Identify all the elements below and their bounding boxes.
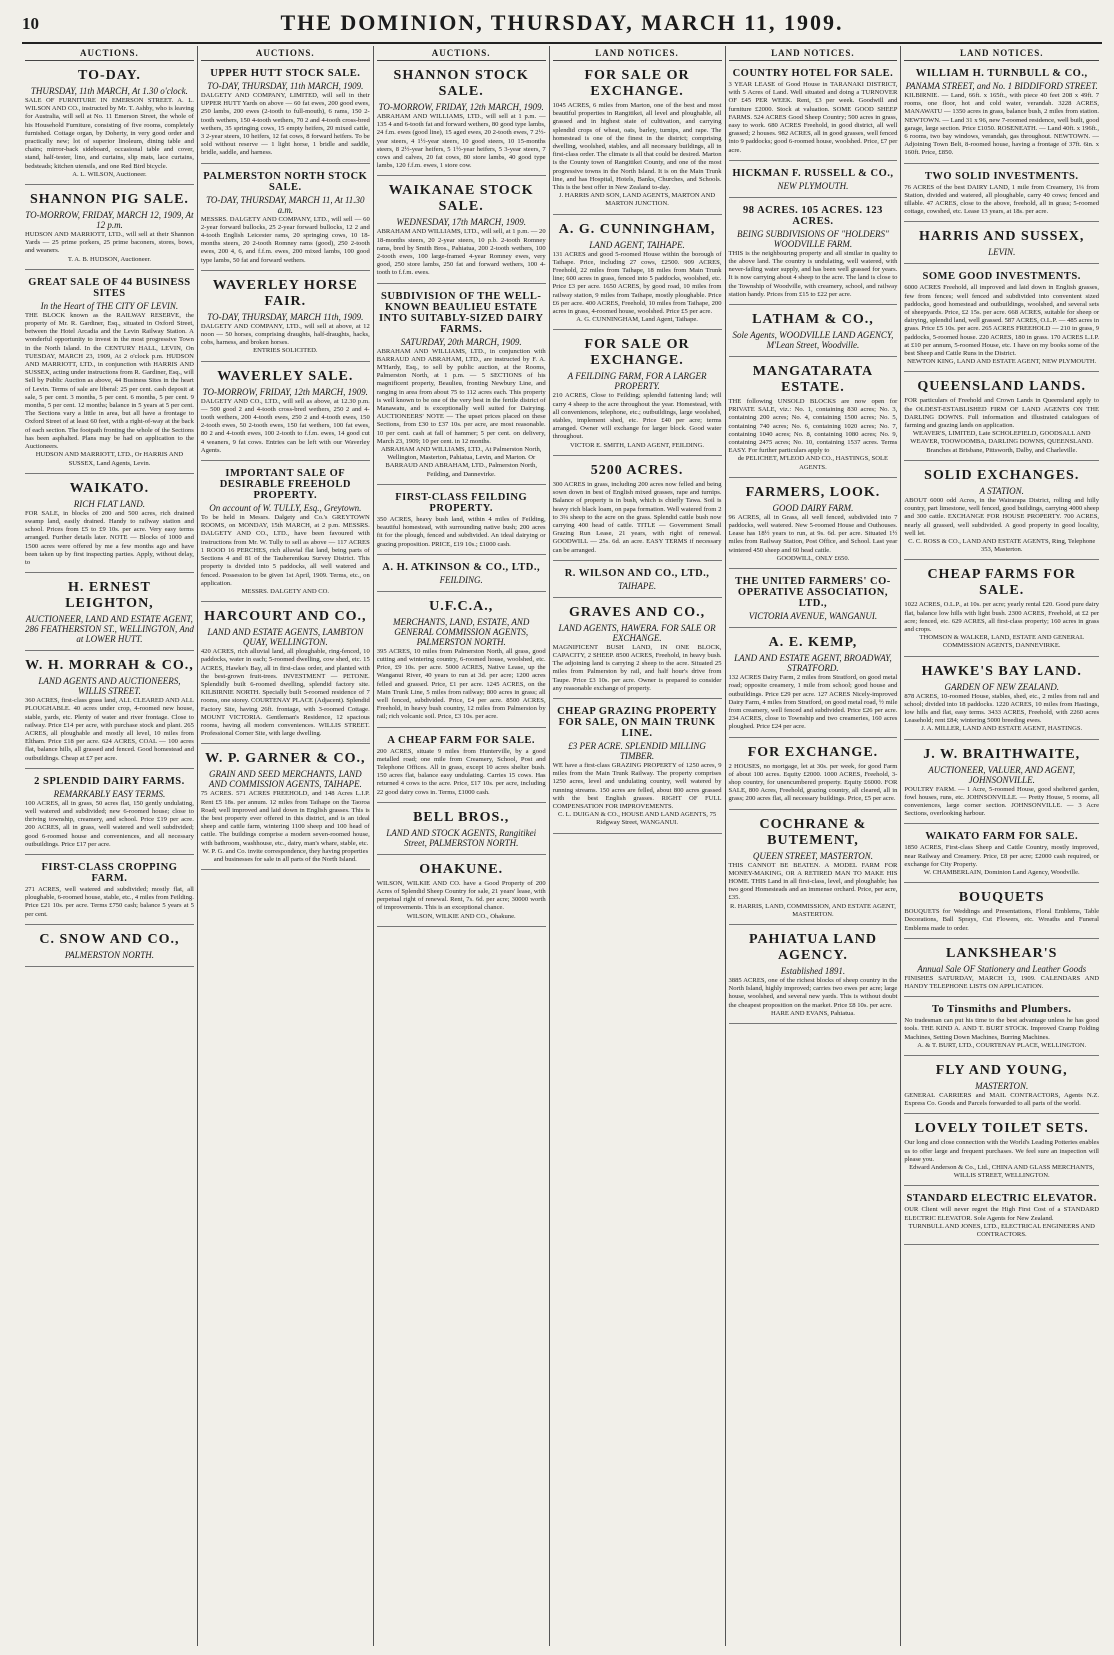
ad-title: A. G. CUNNINGHAM, (558, 221, 716, 237)
advertisement (377, 488, 546, 555)
ad-title: TO-DAY. (77, 68, 141, 83)
ad-title: GRAVES AND CO., (569, 604, 706, 620)
ad-signature: de PELICHET, M'LEOD AND CO., HASTINGS, SOLE AGENTS. (737, 455, 889, 471)
ad-subtitle: Annual Sale OF Stationery and Leather Goods (917, 963, 1087, 974)
ad-title: WAIKANAE STOCK SALE. (388, 183, 534, 215)
ad-body: 75 ACRES. 571 ACRES FREEHOLD, and 148 Acres L.I.P. Rent £5 18s. per annum. 12 miles from Taihape on the Taoroa Road; well improved and laid down in English grasses. This is the best property ever offered in this district, and is an ideal sheep and cattle farm, wintering 1100 sheep and 100 head of cattle. The buildings comprise a modern seven-roomed house, with bathroom, washhouse, etc., dairy, man's whare, stable, etc. (200, 790, 370, 847)
advertisement (377, 64, 546, 176)
ad-body: 200 ACRES, situate 9 miles from Hunterville, by a good metalled road; one mile from Creamery, School, Post and Telephone Offices. All in grass, except 10 acres shelter bush. 150 acres flat, balance easy undulating. Carries 15 cows. Has returned 4 cows to the acre. Price, £17 10s. per acre, including 22 good dairy cows in. Terms, £1000 cash. (376, 747, 546, 796)
advertisement (377, 806, 546, 855)
ad-title: LATHAM & CO., (752, 312, 874, 328)
advertisement (729, 572, 898, 628)
ad-subtitle: LEVIN. (988, 247, 1016, 258)
ad-signature: C. L. DUIGAN & CO., HOUSE AND LAND AGENTS, 75 Ridgway Street, WANGANUI. (557, 811, 717, 827)
ad-title: CHEAP FARMS FOR SALE. (927, 567, 1076, 599)
ad-signature: Edward Anderson & Co., Ltd., CHINA AND GLASS MERCHANTS, WILLIS STREET, WELLINGTON. (909, 1164, 1095, 1180)
ad-title: MANGATARATA ESTATE. (752, 364, 874, 396)
ad-title: FLY AND YOUNG, (935, 1063, 1068, 1078)
advertisement (729, 308, 898, 357)
ad-body: DALGETY AND COMPANY, LIMITED, will sell in their UPPER HUTT Yards on above — 60 fat ewes, 200 good ewes, 250 lambs, 200 ewes (2-tooth to full-mouth), 6 rams, 150 2-tooth wethers, 150 4-tooth wethers, 70 2 and 4-tooth cross-bred wethers, 35 springing cows, 15 empty heifers, 20 mixed cattle, 3 2-year steers, 10 heifers, 12 fat cows, 8 forward heifers. To be sold without reserve — 1 light horse, 1 bridle and saddle, bridle, saddle, and harness. (200, 92, 370, 157)
ad-signature: J. A. MILLER, LAND AND ESTATE AGENT, HASTINGS. (921, 725, 1083, 733)
ad-title: HARCOURT AND CO., (204, 609, 367, 625)
ad-signature: VICTOR E. SMITH, LAND AGENT, FEILDING. (570, 441, 705, 449)
ad-title: STANDARD ELECTRIC ELEVATOR. (906, 1193, 1097, 1205)
column-6 (901, 46, 1102, 1646)
ad-body: OUR Client will never regret the High First Cost of a STANDARD ELECTRIC ELEVATOR. Sole Agents for New Zealand. (904, 1206, 1100, 1222)
advertisement (904, 1117, 1099, 1186)
ad-title: LOVELY TOILET SETS. (914, 1121, 1089, 1137)
ad-body: POULTRY FARM. — 1 Acre, 5-roomed House, good sheltered garden, fowl houses, runs, etc. JOHNSONVILLE. — Pretty House, 5 rooms, all conveniences, large corner section. JOHNSONVILLE. — 3 Acre Sections, overlooking harbour. (904, 785, 1100, 818)
advertisement (729, 813, 898, 925)
ad-title: TWO SOLID INVESTMENTS. (924, 170, 1079, 182)
ad-title: GREAT SALE OF 44 BUSINESS SITES (28, 276, 191, 299)
advertisement (377, 287, 546, 485)
masthead (22, 8, 1102, 44)
advertisement (904, 1000, 1099, 1056)
ad-subtitle: PALMERSTON NORTH. (64, 949, 155, 960)
ad-title: WILLIAM H. TURNBULL & CO., (915, 68, 1088, 79)
advertisement (904, 743, 1099, 825)
ad-subtitle: LAND AND ESTATE AGENTS, LAMBTON QUAY, WELLINGTON. (207, 627, 364, 648)
ad-body: 350 ACRES, heavy bush land, within 4 miles of Feilding, beautiful homestead, with surrounding native bush; 200 acres fit for the plough, fenced and subdivided. An ideal dairying or grazing proposition. PRICE, £19 10s.; £1000 cash. (376, 515, 546, 548)
ad-title: FOR EXCHANGE. (747, 744, 879, 760)
ad-signature: NEWTON KING, LAND AND ESTATE AGENT, NEW PLYMOUTH. (907, 358, 1097, 366)
advertisement (201, 274, 370, 362)
ad-subtitle: TO-DAY, THURSDAY, MARCH 11th, 1909. (207, 311, 364, 322)
ad-signature: GOODWILL, ONLY £650. (776, 554, 850, 562)
ad-subtitle: A STATION. (979, 485, 1024, 496)
ad-subtitle: RICH FLAT LAND. (73, 498, 146, 509)
ad-signature: TURNBULL AND JONES, LTD., ELECTRICAL ENGINEERS AND CONTRACTORS. (908, 1222, 1095, 1239)
ad-subtitle: £3 PER ACRE. SPLENDID MILLING TIMBER. (568, 740, 706, 761)
ad-title: SHANNON PIG SALE. (29, 192, 189, 208)
column-header: AUCTIONS. (201, 46, 370, 61)
ad-title: J. W. BRAITHWAITE, (923, 746, 1081, 762)
advertisement (904, 563, 1099, 656)
ad-body: 132 ACRES Dairy Farm, 2 miles from Stratford, on good metal road; opposite creamery, 1 mile from school; good house and outbuildings. Price £29 per acre. 127 ACRES Nicely-improved Dairy Farm, 4 miles from Stratford, on good metal road, ½ mile from creamery, well fenced and subdivided. Price £26 per acre. 234 ACRES, close to Township and two creameries, 160 acres ploughed. Price £24 per acre. (728, 674, 898, 731)
ad-title: PALMERSTON NORTH STOCK SALE. (203, 170, 368, 193)
ad-signature: A. G. CUNNINGHAM, Land Agent, Taihape. (576, 316, 698, 324)
ad-title: A. H. ATKINSON & CO., LTD., (382, 561, 541, 573)
ad-signature: W. CHAMBERLAIN, Dominion Land Agency, Woodville. (923, 868, 1080, 876)
ad-signature: WILSON, WILKIE AND CO., Ohakune. (406, 912, 516, 920)
ad-body: No tradesman can put his time to the best advantage unless he has good tools. THE KIND A. AND T. BURT STOCK. Improved Cramp Folding Machines, Setting Down Machines, Burring Machines. (904, 1017, 1100, 1041)
ad-body: THIS is the neighbouring property and all similar in quality to the above land. The country is undulating, well watered, with never-failing water supply, and has been well grassed for years. It is now carrying about 4 sheep to the acre. The land is close to the Township of Woodville, with creamery, school, and railway station handy. Prices from £15 to £22 per acre. (728, 249, 898, 298)
ad-title: 98 ACRES. 105 ACRES. 123 ACRES. (743, 204, 883, 227)
ad-signature: R. HARRIS, LAND, COMMISSION, AND ESTATE AGENT, MASTERTON. (730, 902, 896, 918)
ad-body: 6000 ACRES Freehold, all improved and laid down in English grasses, few from fences; well fenced and subdivided into convenient sized paddocks, good homestead and outbuildings, woolshed, and several sets of sheepyards. Price, £2 15s. per acre. 668 ACRES, suitable for sheep or dairying, splendid land, well grassed. 587 ACRES, O.L.P. — 485 acres in grass. Price £5 10s. per acre. 265 ACRES FREEHOLD — 210 in grass, 9 paddocks, 5-roomed house. 220 ACRES, 180 in grass. 170 ACRES L.I.P. at £10 per annum, 5-roomed House, etc. I have on my books some of the best Sheep and Cattle Runs in the District. (904, 284, 1100, 358)
ad-title: IMPORTANT SALE OF DESIRABLE FREEHOLD PROPERTY. (219, 468, 351, 502)
column-4 (550, 46, 726, 1646)
advertisement (553, 564, 722, 598)
advertisement (904, 464, 1099, 560)
ad-subtitle: On account of W. TULLY, Esq., Greytown. (209, 503, 362, 514)
ad-title: CHEAP GRAZING PROPERTY FOR SALE, ON MAIN TRUNK LINE. (557, 705, 718, 739)
advertisement (553, 218, 722, 331)
advertisement (904, 1059, 1099, 1114)
ad-body: DALGETY AND COMPANY, LTD., will sell at above, at 12 noon — 50 horses, comprising draughts, half-draughts, hacks, cobs, harness, and broken horses. (200, 322, 370, 347)
ad-title: H. ERNEST LEIGHTON, (65, 580, 154, 612)
ad-subtitle: TO-DAY, THURSDAY, MARCH 11, At 11.30 a.m. (206, 194, 365, 215)
advertisement (729, 741, 898, 810)
advertisement (25, 273, 194, 474)
advertisement (729, 201, 898, 305)
ad-title: BELL BROS., (413, 809, 510, 825)
ad-title: SOLID EXCHANGES. (924, 467, 1080, 483)
ad-subtitle: REMARKABLY EASY TERMS. (53, 788, 166, 799)
ad-subtitle: Sole Agents, WOODVILLE LAND AGENCY, M'Lean Street, Woodville. (732, 330, 894, 351)
ad-subtitle: LAND AND ESTATE AGENT, BROADWAY, STRATFORD. (734, 653, 892, 674)
ad-title: SOME GOOD INVESTMENTS. (922, 271, 1081, 283)
ad-body: 1022 ACRES, O.L.P., at 10s. per acre; yearly rental £20. Good pure dairy flat, balance low hills with light bush. 2300 ACRES, Freehold, at £2 per acre; fenced, etc. 629 ACRES, all first-class property; 160 acres in grass and crops. (904, 601, 1100, 633)
ad-subtitle: GOOD DAIRY FARM. (772, 502, 854, 513)
ad-subtitle: Established 1891. (780, 965, 846, 976)
ad-title: COUNTRY HOTEL FOR SALE. (732, 68, 894, 79)
ad-title: OHAKUNE. (419, 861, 504, 877)
ad-title: QUEENSLAND LANDS. (917, 379, 1087, 395)
ad-body: 395 ACRES, 10 miles from Palmerston North, all grass, good cutting and wintering country, 6-roomed house, woolshed, etc. Price, £9 10s. per acre. 5000 ACRES, Native Lease, up the Wanganui River, 40 years to run at 3d. per acre; 1200 acres felled and grassed. Price, £1 per acre. 1245 ACRES, on the Main Trunk Line, 5 miles from railway; 800 acres in grass; all well fenced, subdivided. Price, £4 per acre. 8500 ACRES, Freehold, in heavy bush country, 12 miles from Palmerston by rail; rich volcanic soil. Price, £3 10s. per acre. (376, 647, 546, 721)
advertisement (377, 558, 546, 592)
advertisement (377, 179, 546, 283)
ad-signature: W. P. G. and Co. invite correspondence, they having properties and businesses for sale in all parts of the North Island. (202, 847, 369, 863)
column-header: LAND NOTICES. (553, 46, 722, 61)
ad-title: WAVERLEY HORSE FAIR. (212, 277, 358, 309)
column-2 (198, 46, 374, 1646)
ad-subtitle: GARDEN OF NEW ZEALAND. (944, 681, 1059, 692)
ad-body: FOR SALE, in blocks of 200 and 500 acres, rich drained swamp land, easily drained. Handy to railway station and school. Prices from £5 to £9 10s. per acre. Very easy terms arranged. Further details later. NOTE — Blocks of 1000 and 1500 acres were offered by me a few months ago and have been taken up by first inspecting parties. Apply, without delay, to (25, 509, 194, 566)
ad-body: 1850 ACRES, First-class Sheep and Cattle Country, mostly improved, near Railway and Creamery. Price, £8 per acre; £2000 cash required, or exchange for City Property. (904, 844, 1100, 868)
ad-subtitle: TO-MORROW, FRIDAY, MARCH 12, 1909, At 12 p.m. (25, 210, 194, 231)
ad-title: FIRST-CLASS FEILDING PROPERTY. (395, 491, 528, 514)
column-5 (726, 46, 902, 1646)
ad-subtitle: BEING SUBDIVISIONS OF "HOLDERS" WOODVILLE FARM. (737, 228, 889, 249)
advertisement (201, 464, 370, 602)
ad-subtitle: AUCTIONEER, VALUER, AND AGENT, JOHNSONVILLE. (928, 764, 1076, 785)
ad-body: 360 ACRES, first-class grass land, ALL CLEARED AND ALL PLOUGHABLE. 40 acres under crop, 4-roomed new house, stable, yards, etc. Plenty of water and river frontage. Close to railway. Price £14 per acre, with purchase stock and plant. 265 ACRES, all ploughable and mostly all level, 10 miles from Eltham. Price £18 per acre. 624 ACRES, COAL — 100 acres flat, balance hills, all grassed and fenced. Good homestead and outbuildings. Cheap at £7 per acre. (25, 697, 194, 762)
ad-subtitle: GRAIN AND SEED MERCHANTS, LAND AND COMMISSION AGENTS, TAIHAPE. (208, 769, 362, 790)
ad-body: WILSON, WILKIE AND CO. have a Good Property of 200 Acres of Splendid Sheep Country for sale, 21 years' lease, with perpetual right of renewal. Rent, 7s. 6d. per acre; 30000 worth of improvements. This is an exceptional chance. (376, 879, 546, 912)
ad-subtitle: MERCHANTS, LAND, ESTATE, AND GENERAL COMMISSION AGENTS, PALMERSTON NORTH. (393, 616, 530, 647)
ad-subtitle: SATURDAY, 20th MARCH, 1909. (400, 336, 522, 347)
column-3 (374, 46, 550, 1646)
column-header: LAND NOTICES. (729, 46, 898, 61)
ad-body: ABRAHAM AND WILLIAMS, LTD., in conjunction with BARRAUD AND ABRAHAM, LTD., are instructed by F. A. M'Hardy, Esq., to sell by public auction, at the Rooms, Palmerston North, at 1 p.m. — 5 SECTIONS of his magnificent property, Beaulieu, fronting Newbury Line, and ranging in area from about 75 to 112 acres each. This property is well known to be one of the very best in the fertile district of Manawatu, and is exceptionally well suited for Dairying. AUCTIONEERS' NOTE — The upset prices placed on these Sections, from £30 to £37 10s. per acre, are most reasonable. 10 per cent. cash at fall of hammer; 5 per cent. on delivery, March 23, 1909; 10 per cent. in 12 months. (376, 347, 546, 445)
advertisement (729, 64, 898, 161)
ad-body: 300 ACRES in grass, including 200 acres now felled and being sown down in best of English mixed grasses, rape and turnips. Balance of property is in bush, which is chiefly Tawa. Soil is heavy rich black loam, on papa formation. Well watered from 2 to 3¼ sheep to the acre on the grass. Splendid cattle bush now carrying 400 head of cattle. TITLE — Government Small Grazing Run Lease, 21 years, with right of renewal. GOODWILL — 25s. 6d. an acre. EASY TERMS if necessary can be arranged. (552, 480, 722, 554)
advertisement (904, 64, 1099, 164)
ad-title: FOR SALE OR EXCHANGE. (584, 68, 690, 99)
ad-body: FINISHES SATURDAY, MARCH 13, 1909. CALENDARS AND HANDY TELEPHONE LISTS ON APPLICATION. (904, 974, 1100, 990)
advertisement (201, 64, 370, 164)
ad-body: ABRAHAM AND WILLIAMS, LTD., will sell at 1 p.m. — 135 4 and 6-tooth fat and forward wethers, 80 good type lambs, 24 f.m. ewes (good line), 15 aged ewes, 20 2-tooth ewes, 7 2½-year steers, 4 1½-year steers, 10 good steers, 10 15-months steers, 8 2½-year heifers, 5 1½-year heifers, 5 3-year steers, 7 cows and calves, 20 fat cows, 80 store lambs, 40 good type lambs, 120 f.f.m. ewes, 1 store cow. (376, 113, 546, 170)
advertisement (904, 225, 1099, 264)
ad-title: WAIKATO FARM FOR SALE. (925, 831, 1079, 843)
ad-title: THE UNITED FARMERS' CO-OPERATIVE ASSOCIATION, LTD., (735, 576, 891, 610)
ad-title: W. H. MORRAH & CO., (25, 658, 194, 674)
ad-signature: ENTRIES SOLICITED. (253, 347, 318, 355)
ad-title: LANKSHEAR'S (946, 945, 1058, 961)
advertisement (25, 772, 194, 855)
page-number: 10 (22, 14, 39, 33)
ad-subtitle: A FEILDING FARM, FOR A LARGER PROPERTY. (567, 371, 707, 392)
ad-body: WE have a first-class GRAZING PROPERTY of 1250 acres, 9 miles from the Main Trunk Railway. The property comprises 1250 acres, level and undulating country, well watered by running streams. 150 acres are felled, about 800 acres grassed with the best English grasses. RIGHT OF FULL COMPENSATION FOR IMPROVEMENTS. (552, 761, 722, 810)
ad-subtitle: TO-MORROW, FRIDAY, 12th MARCH, 1909. (202, 386, 368, 397)
ad-subtitle: FEILDING. (439, 574, 483, 585)
ad-subtitle: QUEEN STREET, MASTERTON. (752, 850, 874, 861)
ad-body: 76 ACRES of the best DAIRY LAND, 1 mile from Creamery, 1¼ from Station, divided and watered, all ploughable, carry 40 cows; fenced and tillable. 47 ACRES, close to the above, freehold, all in grass; 5-roomed cottage, cowshed, etc. Lease 13 years, at 18s. per acre. (904, 183, 1100, 216)
advertisement (904, 375, 1099, 460)
advertisement (729, 631, 898, 737)
ad-body: 96 ACRES, all in Grass, all well fenced, subdivided into 7 paddocks, well watered. New 5-roomed House and Outhouses. Lease has 18½ years to run, at 9s. 6d. per acre. Situated 1½ miles from Railway Station, Post Office, and School. Last year wintered 450 sheep and 60 head cattle. (728, 513, 898, 554)
ad-title: HARRIS AND SUSSEX, (918, 229, 1085, 245)
ad-title: FIRST-CLASS CROPPING FARM. (41, 861, 178, 884)
advertisement (729, 481, 898, 569)
ad-title: HAWKE'S BAY LAND. (921, 663, 1082, 679)
ad-body: FOR particulars of Freehold and Crown Lands in Queensland apply to the OLDEST-ESTABLISHED FIRM OF LAND AGENTS ON THE DARLING DOWNS. Full information and illustrated catalogues of farming and grazing lands on application. (904, 397, 1100, 430)
ad-body: HUDSON AND MARRIOTT, LTD., will sell at their Shannon Yards — 25 prime porkers, 25 prime baconers, stores, bows, and weaners. (25, 231, 194, 255)
ad-body: 271 ACRES, well watered and subdivided; mostly flat, all ploughable, 6-roomed house, stable, etc., 4 miles from Feilding. Price £21 10s. per acre. Terms £750 cash; balance 5 years at 5 per cent. (25, 885, 194, 918)
advertisement (553, 333, 722, 455)
ad-signature: ABRAHAM AND WILLIAMS, LTD., At Palmerston North, Wellington, Masterton, Pahiatua, Levin, and Marton. Or BARRAUD AND ABRAHAM, LTD., Palmerston North, Feilding, and Dannevirke. (380, 446, 542, 478)
ad-body: To be held in Messrs. Dalgety and Co.'s GREYTOWN ROOMS, on MONDAY, 15th MARCH, at 2 p.m. MESSRS. DALGETY AND CO., LTD., have been favoured with instructions from Mr. W. Tully to sell as above — 117 ACRES 1 ROOD 16 PERCHES, rich alluvial flat land, being parts of Sections 4 and 81 of the Tauherenikau Survey District. This property is divided into 5 paddocks, all well watered and fenced. Possession to be given 1st April, 1909. Terms, etc., on application. (200, 514, 370, 587)
columns-container (22, 46, 1102, 1646)
advertisement (377, 731, 546, 803)
ad-body: ABOUT 6000 odd Acres, in the Wairarapa District, rolling and hilly country, part limestone, well fenced, good buildings, carrying 4000 sheep and 300 cattle. EXCHANGE FOR HOUSE PROPERTY. 700 ACRES, nearly all grassed, well subdivided. A good property in good locality, well let. (904, 496, 1100, 537)
advertisement (729, 164, 898, 198)
ad-title: SUBDIVISION OF THE WELL-KNOWN BEAULIEU ESTATE INTO SUITABLY-SIZED DAIRY FARMS. (378, 290, 544, 335)
ad-body: 878 ACRES, 10-roomed House, stables, shed, etc., 2 miles from rail and school; divided into 18 paddocks. 1220 ACRES, 10 miles from Hastings, low hills and flat, easy terms. 3433 ACRES, Freehold, with 2260 acres Leasehold; rent £84; wintering 5000 breeding ewes. (904, 692, 1100, 725)
ad-body: 2 HOUSES, no mortgage, let at 30s. per week, for good Farm of about 100 acres. Equity £2000. 1000 ACRES, Freehold, 3-shop country, for unencumbered property. Equity £6000. FOR SALE, 800 Acres, Freehold, grazing country, all cleared, all in grass; 200 acres flat, all necessary buildings. Price, £5 per acre. (728, 762, 898, 803)
ad-title: HICKMAN F. RUSSELL & CO., (732, 167, 894, 179)
ad-subtitle: PANAMA STREET, and No. 1 BIDDIFORD STREET. (905, 81, 1098, 91)
ad-body: 3885 ACRES, one of the richest blocks of sheep country in the North Island, highly improved; carries two ewes per acre; large house, woolshed, and several new yards. This is without doubt the cheapest proposition on the market. Price £8 10s. per acre. (728, 976, 898, 1009)
ad-title: WAVERLEY SALE. (217, 368, 354, 384)
ad-title: A CHEAP FARM FOR SALE. (387, 734, 535, 746)
ad-body: MESSRS. DALGETY AND COMPANY, LTD., will sell — 60 2-year forward bullocks, 25 2-year forward bullocks, 12 2 and 4-tooth English Leicester rams, 20 springing cows, 10 18-months steers, 20 2-tooth Romney rams (good), 250 2-tooth ewes, 200 4, 6, and f.f.m. ewes, 200 mixed lambs, 100 good type lambs, 50 fat and forward wethers. (200, 215, 370, 264)
column-header: LAND NOTICES. (904, 46, 1099, 61)
ad-subtitle: AUCTIONEER, LAND AND ESTATE AGENT, 286 FEATHERSTON ST., WELLINGTON, And at LOWER HUTT. (25, 614, 194, 645)
advertisement (553, 702, 722, 834)
advertisement (904, 827, 1099, 883)
ad-subtitle: LAND AGENTS AND AUCTIONEERS, WILLIS STREET. (38, 676, 181, 697)
ad-body: 131 ACRES and good 5-roomed House within the borough of Taihape. Price, including 27 cows, £2500. 909 ACRES, Freehold, 22 miles from Taihape, 18 miles from Main Trunk line; 600 acres in grass, fenced into 5 paddocks, woolshed, etc. Price £3 per acre. 1650 ACRES, by good road, 10 miles from railway station, 9 miles from Taihape, mostly ploughable. Price £6 per acre. 400 ACRES, Freehold, 10 miles from Taihape, 200 acres in grass, 4-roomed house, woolshed. Price £5 per acre. (552, 250, 722, 316)
advertisement (904, 1189, 1099, 1245)
advertisement (553, 459, 722, 561)
ad-signature: THOMSON & WALKER, LAND, ESTATE AND GENERAL COMMISSION AGENTS, DANNEVIRKE. (919, 634, 1084, 650)
ad-title: U.F.C.A., (429, 598, 494, 614)
ad-title: C. SNOW AND CO., (39, 931, 180, 947)
ad-body: 1045 ACRES, 6 miles from Marton, one of the best and most beautiful properties in Rangitikei, all level and ploughable, all grassed and in highest state of cultivation, and carrying splendid crops of wheat, oats, barley, turnips, and rape. The homestead is one of the finest in the district; comprising dwelling, woolshed, stables, and all necessary buildings, all in first-class order. The climate is all that could be desired. Marton is the County town of Rangitikei County, and one of the most progressive towns in the North Island. It is on the Main Trunk line, and has Hospital, Hotels, Banks, Churches, and Schools. This is the best offer in New Zealand to-day. (552, 102, 722, 192)
ad-title: W. P. GARNER & CO., (205, 751, 366, 767)
ad-body: GENERAL CARRIERS and MAIL CONTRACTORS, Agents N.Z. Express Co. Goods and Parcels forwarded to all parts of the world. (904, 1092, 1100, 1108)
ad-title: WAIKATO. (69, 480, 150, 496)
advertisement (377, 595, 546, 728)
advertisement (25, 654, 194, 769)
ad-body: KILBIRNIE. — Land, 66ft. x 165ft., with piece 40 feet 208 x 49ft. 7 rooms, one floor, hot and cold water, verandah. 3228 ACRES, MANAWATU — 1350 acres in grass, balance bush, 2 miles from station. NEWTOWN. — Land 31 x 96, new 7-roomed residence, well built, good garage, large section. Price £1050. ROSENEATH. — Land 40ft. x 196ft., 6 rooms, two bay windows, verandah, gas throughout. NEWTOWN. — Adjoining Town Belt, 8-roomed house, having a frontage of 37ft. 6in. x 160ft. Price, £850. (904, 92, 1100, 157)
advertisement (25, 858, 194, 925)
ad-title: A. E. KEMP, (768, 635, 858, 651)
ad-title: SHANNON STOCK SALE. (393, 68, 529, 99)
advertisement (25, 576, 194, 651)
advertisement (729, 928, 898, 1024)
advertisement (201, 605, 370, 744)
advertisement (25, 188, 194, 270)
advertisement (25, 928, 194, 967)
ad-subtitle: LAND AGENT, TAIHAPE. (589, 239, 685, 250)
column-header: AUCTIONS. (377, 46, 546, 61)
ad-body: THIS CANNOT BE BEATEN. A MODEL FARM FOR MONEY-MAKING, OR A RETIRED MAN TO MAKE HIS HOME. THIS Land in all first-class, level, and ploughable; has two good Homesteads and an immense orchard. Price, per acre, £35. (728, 861, 898, 902)
advertisement (553, 601, 722, 699)
advertisement (25, 64, 194, 185)
ad-subtitle: MASTERTON. (975, 1081, 1029, 1091)
ad-signature: WEAVER'S, LIMITED, Late SCHOLEFIELD, GOODSALL AND WEAVER, TOOWOOMBA, DARLING DOWNS, QUEENSLAND. Branches at Brisbane, Pittsworth, Dalby, and Charleville. (910, 430, 1094, 454)
advertisement (201, 365, 370, 461)
advertisement (904, 886, 1099, 939)
ad-body: 420 ACRES, rich alluvial land, all ploughable, ring-fenced, 10 paddocks, water in each; 5-roomed dwelling, cow shed, etc. 15 ACRES, Hawke's Bay, all in first-class order, and planted with the best-grown fruit-trees. INVESTMENT — PETONE. Splendidly built 6-roomed dwelling, splendid factory site. KILBIRNIE NORTH. Specially built 5-roomed residence of 7 rooms, one storey. COURTENAY PLACE (Adjacent). Splendid Factory Site, having 26ft. frontage, with 3-roomed Cottage. MOUNT VICTORIA. Gentleman's Residence, 12 spacious rooms, having all modern conveniences. WILLIS STREET. Professional Corner Site, with large dwelling. (200, 648, 370, 738)
ad-subtitle: LAND AND STOCK AGENTS, Rangitikei Street, PALMERSTON NORTH. (386, 827, 537, 848)
ad-title: To Tinsmiths and Plumbers. (931, 1004, 1072, 1016)
ad-body: ABRAHAM AND WILLIAMS, LTD., will sell, at 1 p.m. — 20 18-months steers, 20 2-year steers, 10 p.b. 2-tooth Romney rams, bred by Smith Bros., Pahiatua, 200 2-tooth wethers, 100 2-tooth ewes, 100 large-framed 4-year Romney ewes, very good, 250 store lambs, 250 fat and forward wethers, 100 4-tooth to f.f.m. ewes. (376, 228, 546, 277)
ad-signature: A. & T. BURT, LTD., COURTENAY PLACE, WELLINGTON. (917, 1041, 1087, 1049)
ad-body: 210 ACRES, Close to Feilding; splendid fattening land; will carry 4 sheep to the acre throughout the year. Homestead, with all conveniences, telephone, etc.; outbuildings, large woolshed, stables, implement shed, etc. Price £40 per acre; terms arranged. Owner will exchange for larger block. Good water throughout. (552, 392, 722, 441)
ad-body: THE following UNSOLD BLOCKS are now open for PRIVATE SALE, viz.: No. 1, containing 830 acres; No. 3, containing 200 acres; No. 4, containing 1500 acres; No. 5, containing 740 acres; No. 6, containing 1020 acres; No. 7, containing 1040 acres; No. 8, containing 1080 acres; No. 9, containing 2475 acres; No. 10, containing 1537 acres. Terms EASY. For further particulars apply to (728, 398, 898, 455)
ad-subtitle: TO-MORROW, FRIDAY, 12th MARCH, 1909. (378, 102, 544, 112)
ad-title: UPPER HUTT STOCK SALE. (210, 68, 361, 79)
ad-title: COCHRANE & BUTEMENT, (759, 816, 867, 848)
newspaper-title: THE DOMINION, THURSDAY, MARCH 11, 1909. (280, 10, 844, 35)
ad-signature: HUDSON AND MARRIOTT, LTD., Or HARRIS AND SUSSEX, Land Agents, Levin. (35, 451, 184, 467)
column-header: AUCTIONS. (25, 46, 194, 61)
ad-signature: A. L. WILSON, Auctioneer. (72, 170, 147, 178)
advertisement (201, 747, 370, 870)
advertisement (904, 267, 1099, 372)
ad-subtitle: NEW PLYMOUTH. (777, 180, 849, 191)
ad-subtitle: THURSDAY, 11th MARCH, At 1.30 o'clock. (30, 86, 188, 96)
ad-title: 5200 ACRES. (590, 462, 684, 478)
ad-body: 100 ACRES, all in grass, 50 acres flat, 150 gently undulating, well watered and subdivided; new 6-roomed house; close to thriving township, creamery, and school. Price £19 per acre. 200 ACRES, all in grass, well watered and well subdivided; good 6-roomed house and conveniences, and all necessary outbuildings. Price £17 per acre. (25, 799, 194, 848)
ad-title: R. WILSON AND CO., LTD., (564, 567, 710, 579)
ad-body: DALGETY AND CO., LTD., will sell as above, at 12.30 p.m. — 500 good 2 and 4-tooth cross-bred wethers, 250 2 and 4-tooth wethers, 200 4-tooth ewes, 250 2 and 4-tooth ewes, 150 2-tooth ewes, 50 2-tooth ewes, 150 fat wethers, 100 fat ewes, 80 2 and 4-tooth ewes, 100 2-tooth to f.f.m. ewes, 14 good cut 4 weaners, 9 fat cows. Entries can be left with our Waverley Agents. (200, 397, 370, 454)
ad-title: PAHIATUA LAND AGENCY. (748, 931, 877, 963)
ad-body: BOUQUETS for Weddings and Presentations, Floral Emblems, Table Decorations, Ball Sprays, Cut Flowers, etc. Wreaths and Funeral Emblems made to order. (904, 908, 1100, 932)
advertisement (904, 167, 1099, 223)
advertisement (553, 64, 722, 215)
ad-title: BOUQUETS (958, 890, 1045, 906)
ad-subtitle: WEDNESDAY, 17th MARCH, 1909. (396, 217, 527, 228)
advertisement (25, 477, 194, 573)
ad-signature: J. HARRIS AND SON, LAND AGENTS, MARTON AND MARTON JUNCTION. (558, 192, 716, 208)
advertisement (904, 660, 1099, 740)
ad-body: Our long and close connection with the World's Leading Potteries enables us to offer large and frequent purchases. We feel sure an inspection will please you. (904, 1139, 1100, 1163)
ad-body: 3 YEAR LEASE of Good House in TARANAKI DISTRICT, with 5 Acres of Land. Well situated and doing a TURNOVER OF £45 PER WEEK. Rent, £3 per week. Goodwill and furniture £2000. Stock at valuation. SOME GOOD SHEEP FARMS. 524 ACRES Good Sheep Country; 500 acres in grass, easy to work. 680 ACRES Freehold, in good district, all well grassed; 2 houses. 982 ACRES, all in good grasses, well fenced into 9 paddocks; good 6-roomed house, woolshed. Price, £7 per acre. (728, 81, 898, 154)
ad-subtitle: VICTORIA AVENUE, WANGANUI. (748, 611, 878, 622)
ad-title: FARMERS, LOOK. (745, 484, 881, 500)
advertisement (377, 858, 546, 927)
ad-signature: C. C. ROSS & CO., LAND AND ESTATE AGENTS, Ring, Telephone 353, Masterton. (908, 537, 1096, 554)
ad-signature: HARE AND EVANS, Pahiatua. (770, 1009, 855, 1017)
advertisement (904, 942, 1099, 997)
ad-subtitle: LAND AGENTS, HAWERA. FOR SALE OR EXCHANGE. (558, 622, 716, 643)
ad-body: MAGNIFICENT BUSH LAND, IN ONE BLOCK, CAPACITY, 2 SHEEP. 8500 ACRES, Freehold, in heavy bush. The adjoining land is carrying 2 sheep to the acre. Situated 25 miles from Palmerston by rail, and half hour's drive from Taupe. Price £3 10s. per acre. Owner is prepared to consider any reasonable exchange of property. (552, 643, 722, 692)
advertisement (729, 360, 898, 478)
ad-signature: T. A. B. HUDSON, Auctioneer. (67, 255, 152, 263)
ad-body: THE BLOCK known as the RAILWAY RESERVE, the property of Mr. R. Gardiner, Esq., situated in Oxford Street, between the Hotel Arcadia and the Levin Railway Station. A wonderful opportunity to invest in the most progressive Town in the North Island. In the CENTURY HALL, LEVIN, On TUESDAY, MARCH 23, 1909, At 2 o'clock p.m. HUDSON AND MARRIOTT, LTD., in conjunction with HARRIS AND SUSSEX, acting under instructions from R. Gardiner, Esq., will Sell by Public Auction as above, 44 Business Sites in the heart of Levin. Terms of sale are liberal: 25 per cent. cash deposit at sale, 5 per cent. 3 months, 5 per cent. 6 months, 5 per cent. 9 months, 5 per cent. 12 months; balance in 5 years at 5 per cent. The Sections vary a little in area, but all have a frontage to Oxford Street of at least 60 feet, with a right-of-way at the back of each section. The footpath fronting the whole of the Sections has been asphalted. Plans may be had on application to the Auctioneers. (25, 311, 194, 451)
ad-title: FOR SALE OR EXCHANGE. (584, 337, 690, 369)
ad-subtitle: TAIHAPE. (618, 580, 657, 591)
ad-subtitle: In the Heart of THE CITY OF LEVIN. (40, 300, 179, 311)
advertisement (201, 167, 370, 271)
ad-body: SALE OF FURNITURE IN EMERSON STREET. A. L. WILSON AND CO., instructed by Mr. T. Ashby, who is leaving for Australia, will sell at No. 11 Emerson Street, the whole of his Household Furniture, consisting of five rooms, completely furnished. Cottage organ, by Doherty, in very good order and practically new; lot of superior linoleum, dining table and chairs; mirror-back sideboard, occasional table and cover, stand, half-tester, lino, and curtains, slip mats, lace curtains, bedsteads; kitchen utensils, and one Red Bird bicycle. (25, 97, 194, 170)
ad-signature: MESSRS. DALGETY AND CO. (241, 587, 330, 595)
ad-subtitle: TO-DAY, THURSDAY, 11th MARCH, 1909. (207, 81, 364, 91)
ad-title: 2 SPLENDID DAIRY FARMS. (34, 775, 185, 787)
column-1 (22, 46, 198, 1646)
